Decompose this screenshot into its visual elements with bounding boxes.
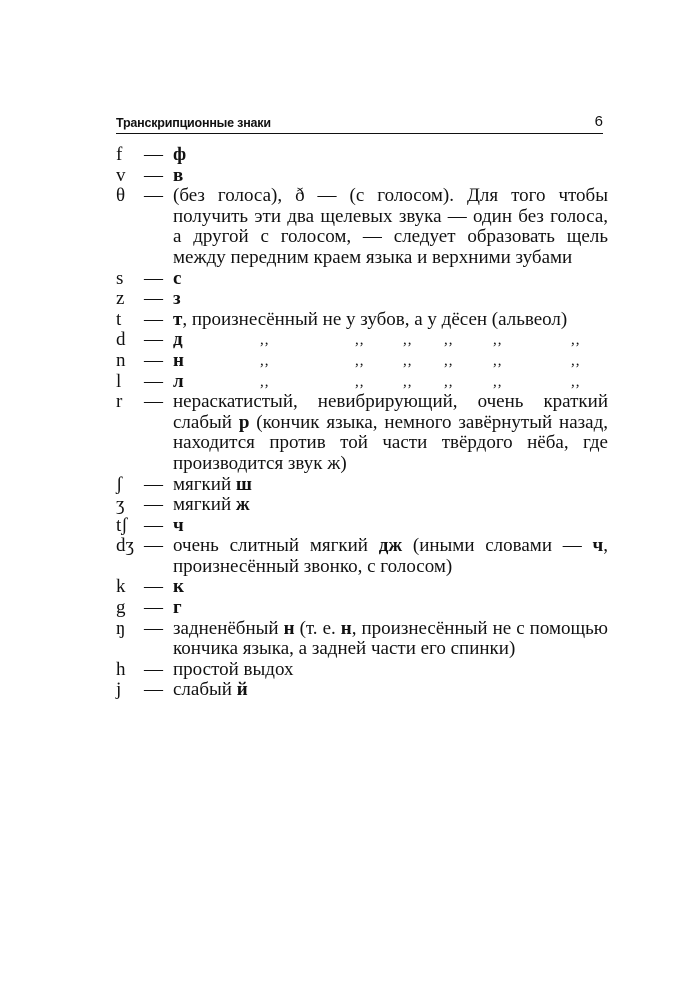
transcription-entry xyxy=(116,145,608,166)
russian-letter: л xyxy=(173,370,184,392)
russian-letter: з xyxy=(173,288,181,310)
ditto-mark: ,, xyxy=(493,352,503,369)
phonetic-symbol: j xyxy=(116,679,122,701)
transcription-entry xyxy=(116,330,608,351)
running-header xyxy=(116,113,603,135)
description-text: , произнесённый не с помощью кончика языка, а задней части его спинки) xyxy=(173,617,608,660)
russian-letter: в xyxy=(173,164,184,186)
dash: — xyxy=(144,164,163,186)
description xyxy=(173,351,608,372)
russian-letter: й xyxy=(236,679,248,701)
phonetic-symbol: r xyxy=(116,391,123,413)
description xyxy=(173,495,608,516)
transcription-entry xyxy=(116,495,608,516)
ditto-mark: ,, xyxy=(571,352,581,369)
russian-letter: ч xyxy=(592,535,604,557)
header-title: Транскрипционные знаки xyxy=(116,116,271,130)
description-text: (т. е. xyxy=(294,617,341,639)
phonetic-symbol: t xyxy=(116,308,122,330)
russian-letter: т xyxy=(173,308,183,330)
phonetic-symbol: g xyxy=(116,597,126,619)
ditto-mark: ,, xyxy=(493,332,503,349)
description-text: задненёбный xyxy=(173,617,284,639)
phonetic-symbol: d xyxy=(116,329,126,351)
description-text: мягкий xyxy=(173,494,236,516)
dash: — xyxy=(144,494,163,516)
transcription-entry xyxy=(116,392,608,474)
description xyxy=(173,289,608,310)
transcription-entry xyxy=(116,660,608,681)
description xyxy=(173,475,608,496)
phonetic-symbol: k xyxy=(116,576,126,598)
ditto-mark: ,, xyxy=(355,352,365,369)
transcription-entry xyxy=(116,619,608,660)
phonetic-symbol: dʒ xyxy=(116,535,134,557)
russian-letter: р xyxy=(238,411,250,433)
ditto-mark: ,, xyxy=(403,373,413,390)
description xyxy=(173,619,608,660)
transcription-entry xyxy=(116,598,608,619)
russian-letter: с xyxy=(173,267,182,289)
transcription-entry xyxy=(116,475,608,496)
dash: — xyxy=(144,617,163,639)
dash: — xyxy=(144,535,163,557)
dash: — xyxy=(144,514,163,536)
transcription-entry xyxy=(116,351,608,372)
transcription-entry xyxy=(116,186,608,268)
page-number: 6 xyxy=(594,113,603,130)
ditto-mark: ,, xyxy=(444,332,454,349)
dash: — xyxy=(144,370,163,392)
russian-letter: ж xyxy=(235,494,250,516)
description-text: очень слитный мягкий xyxy=(173,535,379,557)
description xyxy=(173,577,608,598)
phonetic-symbol: ʒ xyxy=(116,494,125,516)
header-rule xyxy=(116,133,603,134)
ditto-mark: ,, xyxy=(260,332,270,349)
description xyxy=(173,372,608,393)
russian-letter: г xyxy=(173,597,182,619)
description-text: (без голоса), ð — (с голосом). Для того чтобы получить эти два щелевых звука — один без голоса, а другой с голосом, — следует образовать щель между передним краем языка и верхними зубами xyxy=(173,185,608,268)
ditto-mark: ,, xyxy=(444,352,454,369)
dash: — xyxy=(144,576,163,598)
transcription-entry xyxy=(116,289,608,310)
dash: — xyxy=(144,308,163,330)
ditto-mark: ,, xyxy=(403,332,413,349)
description xyxy=(173,680,608,701)
ditto-mark: ,, xyxy=(355,332,365,349)
description-text: , произнесённый звонко, с голосом) xyxy=(173,535,608,577)
transcription-entry xyxy=(116,310,608,331)
transcription-entry xyxy=(116,269,608,290)
description-text: мягкий xyxy=(173,473,236,495)
ditto-mark: ,, xyxy=(571,373,581,390)
transcription-list xyxy=(116,145,608,701)
dash: — xyxy=(144,658,163,680)
description-text: (иными словами — xyxy=(402,535,593,557)
dash: — xyxy=(144,329,163,351)
dash: — xyxy=(144,679,163,701)
russian-letter: н xyxy=(173,349,184,371)
phonetic-symbol: tʃ xyxy=(116,514,128,536)
description-text: (кончик языка, немного завёрнутый назад, находится против той части твёрдого нёба, где производится звук ж) xyxy=(173,411,609,474)
dash: — xyxy=(144,473,163,495)
dash: — xyxy=(144,391,163,413)
description xyxy=(173,166,608,187)
russian-letter: ч xyxy=(173,514,184,536)
description xyxy=(173,392,608,474)
phonetic-symbol: z xyxy=(116,288,125,310)
russian-letter: н xyxy=(283,617,295,639)
phonetic-symbol: θ xyxy=(116,185,126,207)
phonetic-symbol: s xyxy=(116,267,124,289)
transcription-entry xyxy=(116,166,608,187)
dash: — xyxy=(144,185,163,207)
transcription-entry xyxy=(116,516,608,537)
ditto-mark: ,, xyxy=(444,373,454,390)
description xyxy=(173,145,608,166)
dash: — xyxy=(144,288,163,310)
ditto-mark: ,, xyxy=(493,373,503,390)
description-text: простой выдох xyxy=(173,658,294,680)
description-text: слабый xyxy=(173,679,237,701)
transcription-entry xyxy=(116,680,608,701)
russian-letter: д xyxy=(173,329,183,351)
phonetic-symbol: n xyxy=(116,349,126,371)
russian-letter: ш xyxy=(235,473,252,495)
description xyxy=(173,269,608,290)
ditto-mark: ,, xyxy=(260,352,270,369)
description-text: , произнесённый не у зубов, а у дёсен (альвеол) xyxy=(182,308,568,330)
dash: — xyxy=(144,267,163,289)
russian-letter: к xyxy=(173,576,184,598)
description xyxy=(173,330,608,351)
description xyxy=(173,536,608,577)
phonetic-symbol: ŋ xyxy=(116,617,126,639)
phonetic-symbol: v xyxy=(116,164,126,186)
phonetic-symbol: l xyxy=(116,370,122,392)
description xyxy=(173,660,608,681)
russian-letter: н xyxy=(340,617,352,639)
ditto-mark: ,, xyxy=(403,352,413,369)
transcription-entry xyxy=(116,372,608,393)
description-text: нераскатистый, невибрирующий, очень краткий слабый xyxy=(173,391,608,433)
ditto-mark: ,, xyxy=(355,373,365,390)
phonetic-symbol: h xyxy=(116,658,126,680)
dash: — xyxy=(144,349,163,371)
transcription-entry xyxy=(116,577,608,598)
dash: — xyxy=(144,597,163,619)
description xyxy=(173,598,608,619)
description xyxy=(173,186,608,268)
transcription-entry xyxy=(116,536,608,577)
description xyxy=(173,310,608,331)
ditto-mark: ,, xyxy=(571,332,581,349)
phonetic-symbol: f xyxy=(116,144,123,165)
russian-letter: дж xyxy=(378,535,403,557)
russian-letter: ф xyxy=(173,144,187,165)
ditto-mark: ,, xyxy=(260,373,270,390)
phonetic-symbol: ʃ xyxy=(116,473,123,495)
dash: — xyxy=(144,144,163,165)
description xyxy=(173,516,608,537)
